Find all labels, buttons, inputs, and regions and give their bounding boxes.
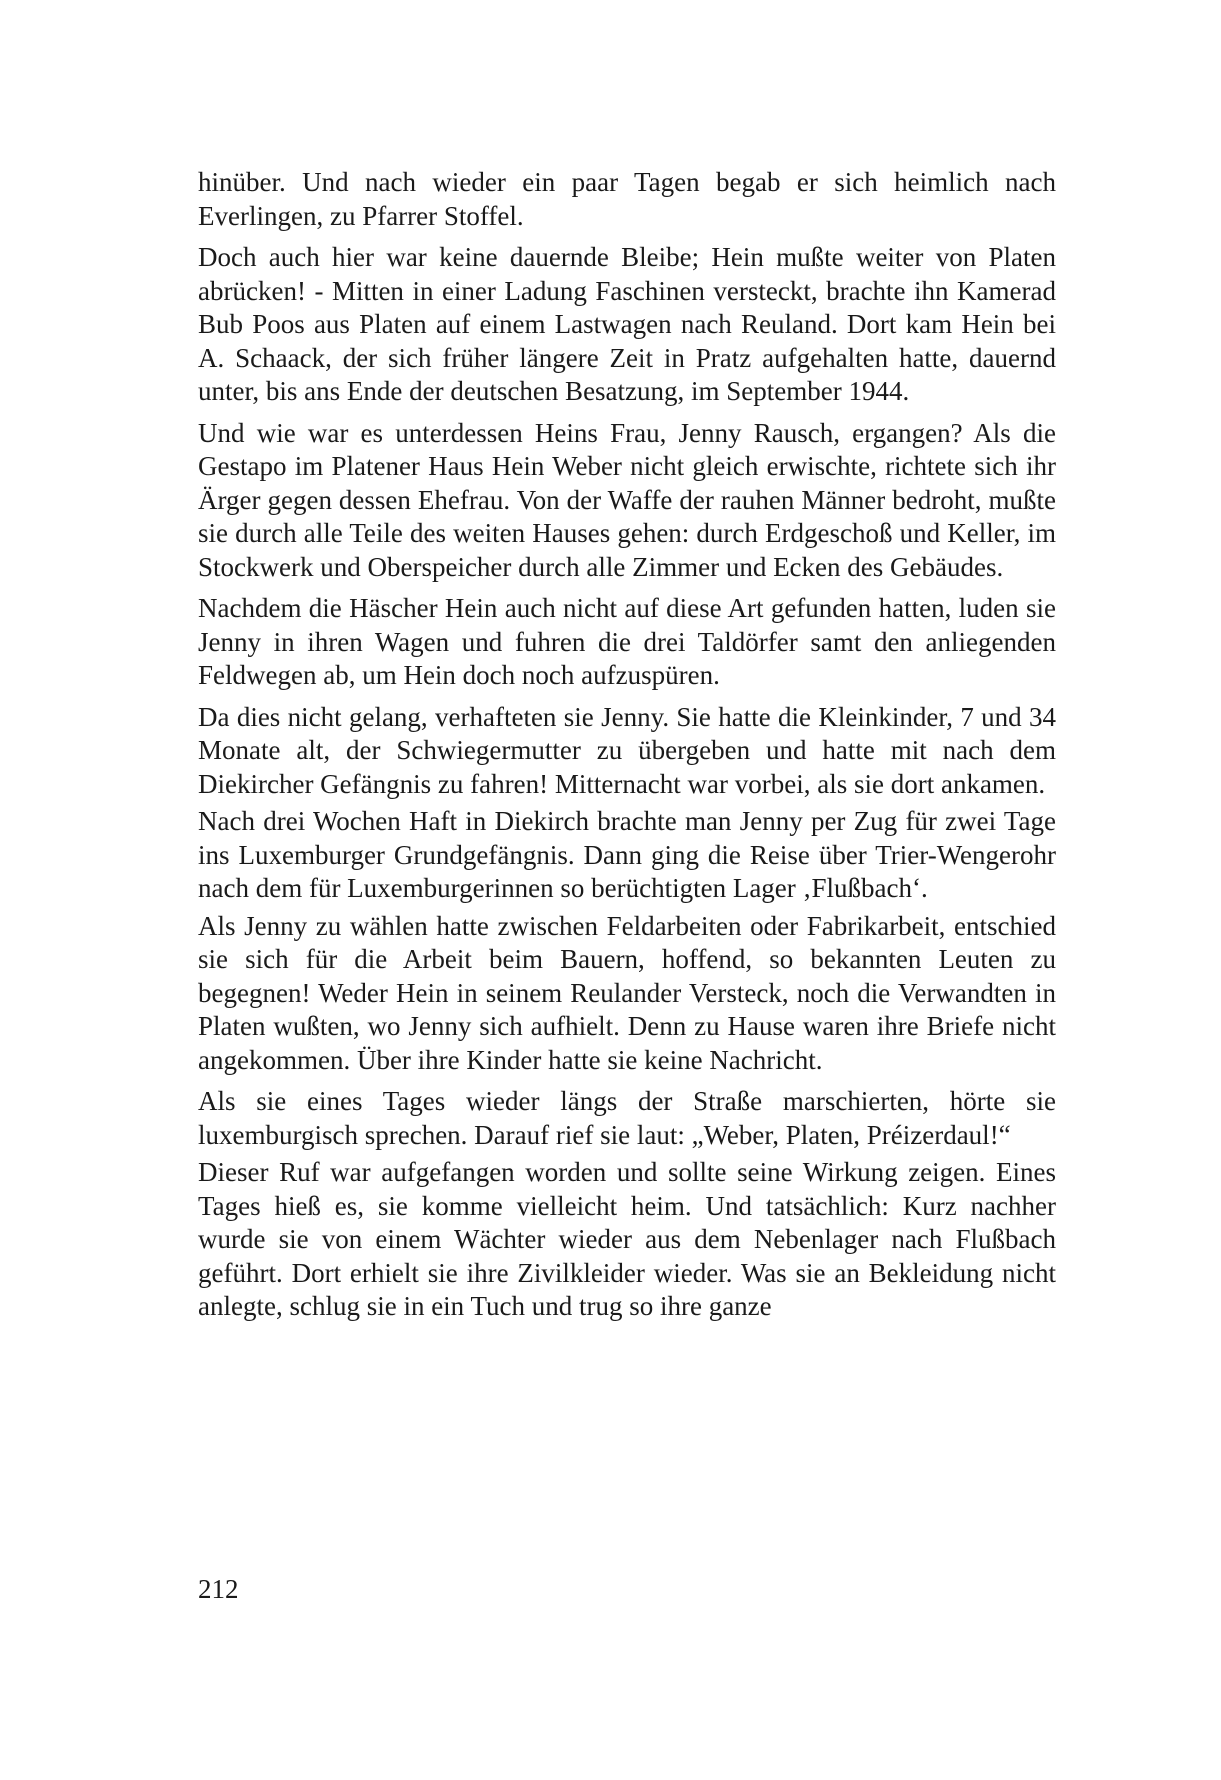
paragraph-3: Und wie war es unterdessen Heins Frau, Jenny Rausch, ergangen? Als die Gestapo im Platener Haus Hein Weber nicht gleich erwischte, richtete sich ihr Ärger gegen dessen Ehefrau. Von der Waffe der rauhen Männer bedroht, mußte sie durch alle Teile des weiten Hauses gehen: durch Erdgeschoß und Keller, im Stockwerk und Oberspeicher durch alle Zimmer und Ecken des Gebäudes.: [198, 417, 1056, 582]
page-number: 212: [198, 1574, 239, 1604]
paragraph-9: Dieser Ruf war aufgefangen worden und sollte seine Wirkung zeigen. Eines Tages hieß es, sie komme vielleicht heim. Und tatsächlich: Kurz nachher wurde sie von einem Wächter wieder aus dem Nebenlager nach Flußbach geführt. Dort erhielt sie ihre Zivilkleider wieder. Was sie an Bekleidung nicht anlegte, schlug sie in ein Tuch und trug so ihre ganze: [198, 1157, 1056, 1321]
paragraph-8: Als sie eines Tages wieder längs der Straße marschierten, hörte sie luxemburgisch sprechen. Darauf rief sie laut: „Weber, Platen, Préizerdaul!“: [198, 1086, 1056, 1150]
paragraph-6: Nach drei Wochen Haft in Diekirch brachte man Jenny per Zug für zwei Tage ins Luxemburger Grundgefängnis. Dann ging die Reise über Trier-Wengerohr nach dem für Luxemburgerinnen so berüchtigten Lager ‚Flußbach‘.: [198, 806, 1056, 903]
paragraph-4: Nachdem die Häscher Hein auch nicht auf diese Art gefunden hatten, luden sie Jenny in ihren Wagen und fuhren die drei Taldörfer samt den anliegenden Feldwegen ab, um Hein doch noch aufzuspüren.: [198, 593, 1056, 690]
page-body: [198, 166, 1056, 1332]
paragraph-7: Als Jenny zu wählen hatte zwischen Feldarbeiten oder Fabrikarbeit, entschied sie sich für die Arbeit beim Bauern, hoffend, so bekannten Leuten zu begegnen! Weder Hein in seinem Reulander Versteck, noch die Verwandten in Platen wußten, wo Jenny sich aufhielt. Denn zu Hause waren ihre Briefe nicht angekommen. Über ihre Kinder hatte sie keine Nachricht.: [198, 910, 1056, 1075]
paragraph-5: Da dies nicht gelang, verhafteten sie Jenny. Sie hatte die Kleinkinder, 7 und 34 Monate alt, der Schwiegermutter zu übergeben und hatte mit nach dem Diekircher Gefängnis zu fahren! Mitternacht war vorbei, als sie dort ankamen.: [198, 701, 1056, 799]
paragraph-2: Doch auch hier war keine dauernde Bleibe; Hein mußte weiter von Platen abrücken! - Mitten in einer Ladung Faschinen versteckt, brachte ihn Kamerad Bub Poos aus Platen auf einem Lastwagen nach Reuland. Dort kam Hein bei A. Schaack, der sich früher längere Zeit in Pratz aufgehalten hatte, dauernd unter, bis ans Ende der deutschen Besatzung, im September 1944.: [198, 242, 1056, 406]
paragraph-1: hinüber. Und nach wieder ein paar Tagen begab er sich heimlich nach Everlingen, zu Pfarrer Stoffel.: [198, 167, 1056, 231]
